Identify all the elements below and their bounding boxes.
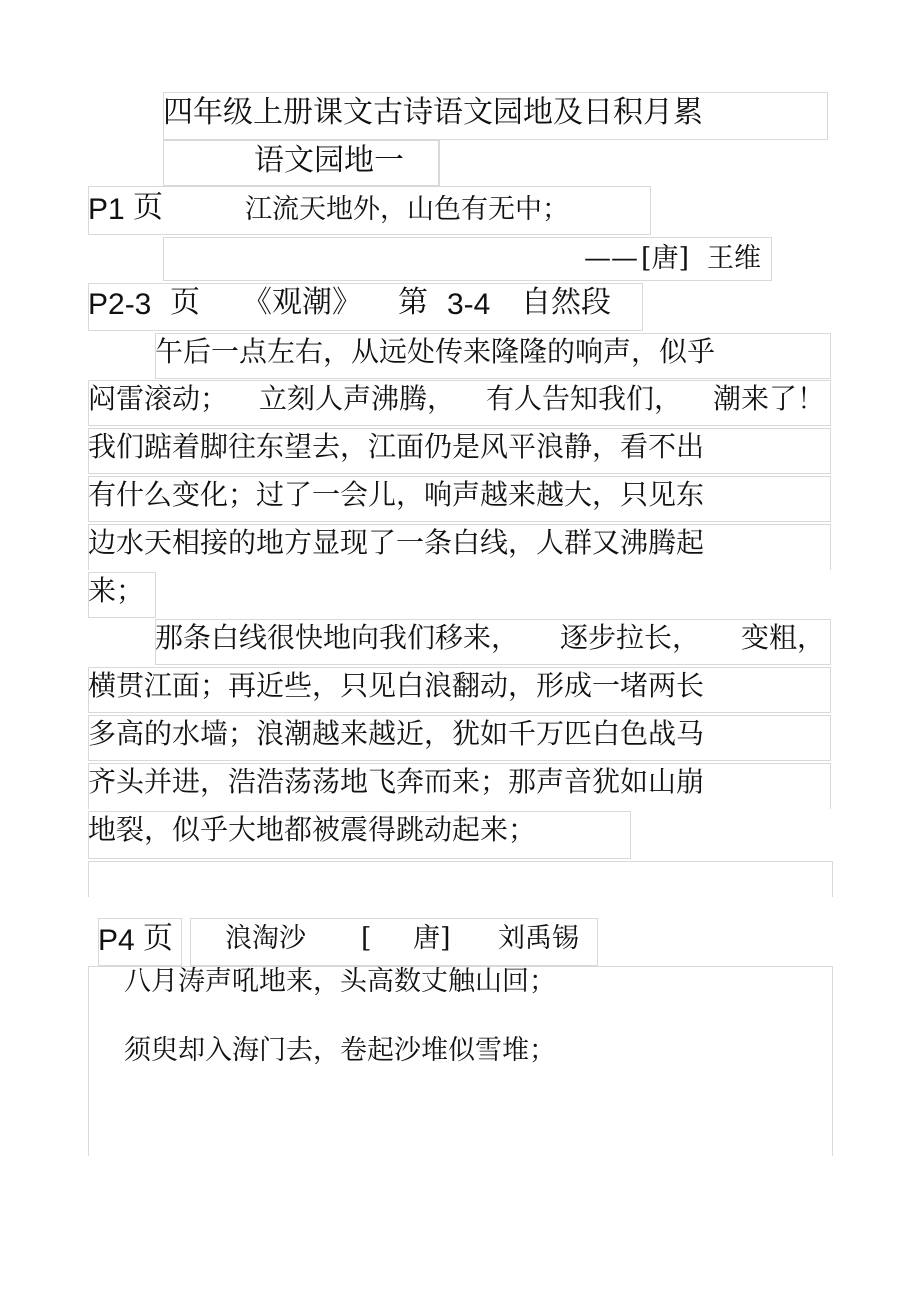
spacer-box (88, 861, 833, 897)
poem-line2: 须臾却入海门去，卷起沙堆似雪堆； (124, 1035, 556, 1066)
para1-line2 (88, 382, 825, 415)
p1-page-suffix: 页 (133, 190, 163, 225)
p1-verse: 江流天地外，山色有无中； (245, 194, 569, 225)
poem-title: 浪淘沙 (225, 923, 306, 954)
section-title: 语文园地一 (254, 143, 404, 178)
author-dash: —— (584, 243, 638, 274)
lesson-title: 《观潮》 (242, 285, 362, 320)
p23-page-suffix: 页 (170, 285, 200, 320)
section-prefix: 第 (398, 285, 428, 320)
para2-line1-part3: 变粗， (740, 621, 825, 654)
para1-line2-part2: 立刻人声沸腾， (258, 382, 455, 415)
para2-line2: 横贯江面；再近些，只见白浪翻动，形成一堵两长 (88, 669, 705, 702)
para1-line6: 来； (88, 574, 145, 607)
section-range: 3-4 (447, 288, 491, 321)
para2-line4: 齐头并进，浩浩荡荡地飞奔而来；那声音犹如山崩 (88, 765, 705, 798)
document-title: 四年级上册课文古诗语文园地及日积月累 (163, 95, 703, 130)
poem-bracket-open: [ (361, 923, 372, 954)
section-suffix: 自然段 (521, 285, 611, 320)
para2-line1-part1: 那条白线很快地向我们移来， (155, 621, 520, 654)
p1-page-label: P1 (88, 193, 125, 226)
poem-dynasty: 唐] (413, 923, 451, 954)
para2-line1-part2: 逐步拉长， (559, 621, 700, 654)
para1-line2-part1: 闷雷滚动； (88, 382, 229, 415)
subtitle-box-right (438, 140, 440, 186)
p4-page-suffix: 页 (143, 921, 173, 956)
p1-author: 王维 (707, 243, 761, 274)
para2-line3: 多高的水墙；浪潮越来越近，犹如千万匹白色战马 (88, 717, 705, 750)
para1-line2-part3: 有人告知我们， (485, 382, 682, 415)
para1-line4: 有什么变化；过了一会儿，响声越来越大，只见东 (88, 478, 705, 511)
para1-line5: 边水天相接的地方显现了一条白线，人群又沸腾起 (88, 526, 705, 559)
para2-line5: 地裂，似乎大地都被震得跳动起来； (88, 813, 537, 846)
p23-page-label: P2-3 (88, 288, 152, 321)
para1-line1: 午后一点左右，从远处传来隆隆的响声，似乎 (155, 335, 716, 368)
p4-page-label: P4 (98, 924, 135, 957)
p1-dynasty: [唐] (641, 243, 690, 274)
poem-author: 刘禹锡 (498, 923, 579, 954)
para1-line2-part4: 潮来了！ (712, 382, 825, 415)
para2-line1 (155, 621, 825, 654)
poem-line1: 八月涛声吼地来，头高数丈触山回； (124, 966, 556, 997)
para1-line3: 我们踮着脚往东望去，江面仍是风平浪静，看不出 (88, 430, 705, 463)
